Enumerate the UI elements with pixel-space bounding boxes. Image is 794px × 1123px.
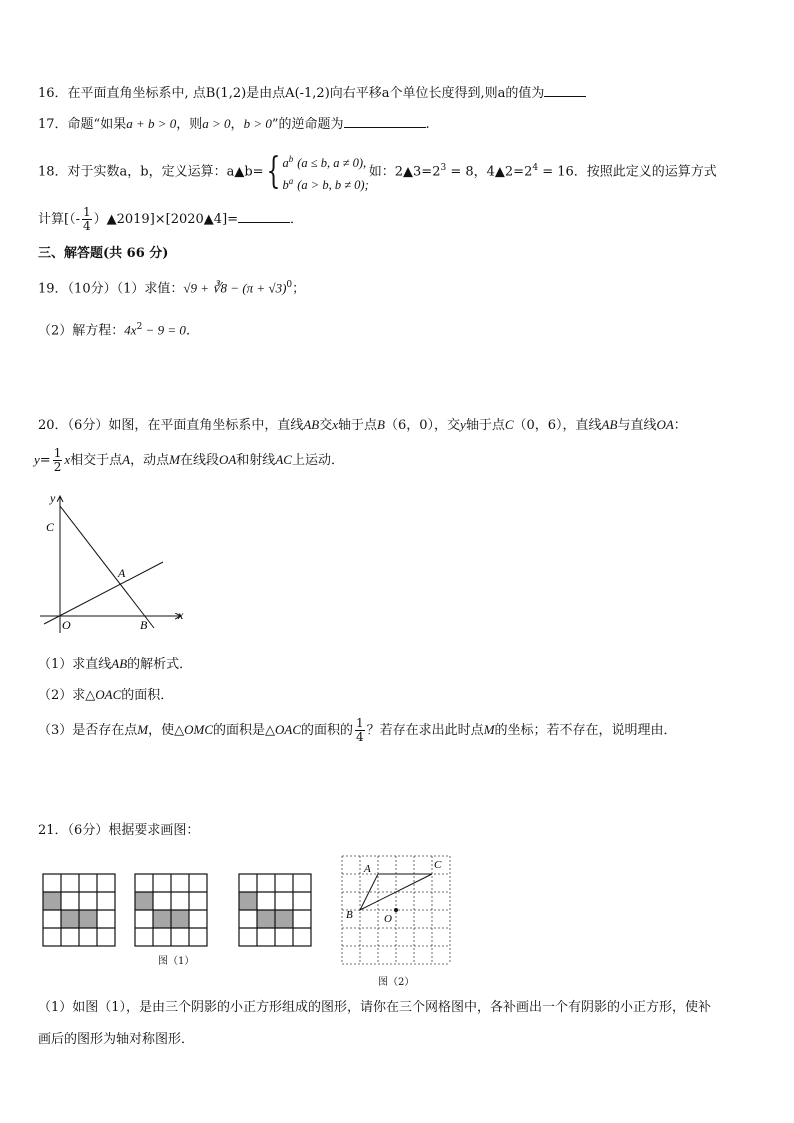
q20-p1-ab: AB — [111, 656, 128, 671]
q20-p3-b: ，使△ — [148, 723, 185, 738]
q17-math-2: a > 0 — [202, 116, 231, 131]
question-16 — [38, 82, 586, 104]
q20-p2-oac: OAC — [95, 687, 122, 702]
q20-line2-d: 和射线 — [236, 453, 276, 468]
q20-ab2: AB — [601, 417, 618, 432]
q20-line1-f: （0，6），直线 — [513, 418, 602, 433]
q20-part3 — [38, 712, 677, 749]
line-ab — [60, 506, 154, 628]
q17-math-3: b > 0 — [243, 116, 272, 131]
q18-brace: { — [266, 150, 280, 192]
q19-label: 19．（10分）（1）求值： — [38, 281, 184, 297]
q20-line1-b: 交 — [319, 418, 333, 433]
q18-line2-prefix: 计算[（- — [38, 212, 80, 227]
label-x: x — [178, 608, 184, 622]
q20-part2 — [38, 685, 173, 706]
q20-part1 — [38, 654, 192, 675]
label-a: A — [118, 566, 126, 580]
label-b: B — [140, 618, 148, 632]
q18-answer-blank — [238, 208, 290, 223]
question-19-part2 — [38, 317, 199, 341]
q20-line1-a: 20．（6分）如图，在平面直角坐标系中，直线 — [38, 418, 304, 433]
q18-case2-exp: a — [288, 175, 294, 186]
q17-prefix: 17．命题“如果 — [38, 117, 127, 132]
q17-mid: ，则 — [176, 117, 203, 132]
q20-c: C — [504, 417, 514, 432]
q20-p3-omc: OMC — [184, 722, 214, 737]
shaded-cell — [135, 892, 153, 910]
q20-ac: AC — [275, 452, 292, 467]
q20-p3-f: 的坐标；若不存在，说明理由． — [494, 723, 677, 738]
q20-m: M — [169, 452, 180, 467]
q20-p1-a: （1）求直线 — [38, 657, 112, 672]
q18-example-exp1: 3 — [440, 163, 447, 173]
shaded-cell — [239, 892, 257, 910]
q20-line1-d: （6，0），交 — [384, 418, 461, 433]
q19-end: ； — [292, 281, 306, 297]
q21-figure-1-grids — [40, 870, 320, 948]
q17-math-1: a + b > 0 — [126, 116, 177, 131]
q21-figure-1-caption: 图（1） — [158, 956, 195, 967]
q20-p3-frac-num: 1 — [356, 716, 364, 730]
q20-line2-e: 上运动． — [291, 453, 344, 468]
q20-p3-fraction — [355, 717, 365, 744]
q21-figure-2-caption: 图（2） — [378, 977, 415, 988]
q20-b: B — [377, 417, 385, 432]
shaded-cell — [153, 910, 171, 928]
q20-oa: OA — [656, 417, 674, 432]
q18-frac-num: 1 — [82, 205, 91, 219]
question-18-line2 — [38, 204, 303, 236]
q20-x: x — [332, 417, 339, 432]
q17-end: . — [425, 117, 430, 132]
label-c: C — [46, 520, 55, 534]
question-21: 21．（6分）根据要求画图： — [38, 823, 200, 838]
q20-p2-b: 的面积． — [121, 688, 174, 703]
q21-part1-line2: 画后的图形为轴对称图形． — [38, 1032, 195, 1047]
q20-oa2: OA — [218, 452, 237, 467]
q19-part2-exp: 2 — [136, 322, 143, 332]
q20-line2-b: ，动点 — [130, 453, 170, 468]
q20-p3-a: （3）是否存在点 — [38, 723, 138, 738]
q20-equals: = — [39, 453, 51, 468]
q20-p3-d: 的面积的 — [301, 723, 354, 738]
q20-p3-frac-den: 4 — [356, 730, 364, 744]
q18-line2-end: ． — [290, 212, 304, 227]
shaded-cell — [43, 892, 61, 910]
question-18 — [38, 148, 717, 194]
q20-line1-h: ： — [673, 418, 687, 433]
q18-line2-mid: ）▲2019]×[2020▲4]= — [93, 212, 239, 227]
q18-cases — [282, 150, 368, 194]
q18-case1-cond: (a ≤ b, a ≠ 0), — [297, 155, 367, 170]
shaded-cell — [79, 910, 97, 928]
question-17 — [38, 113, 430, 135]
q20-coordinate-graph — [36, 488, 196, 638]
q20-p2-a: （2）求△ — [38, 688, 96, 703]
point-o — [394, 908, 398, 912]
q18-example-mid: = 8，4▲2=2 — [446, 164, 533, 180]
q19-exponent: 0 — [286, 280, 293, 290]
q18-case2-base: b — [282, 177, 289, 192]
q20-x-var: x — [64, 452, 71, 467]
q20-p3-e: ？若存在求出此时点 — [366, 723, 484, 738]
shaded-cell — [171, 910, 189, 928]
line-oa — [44, 562, 163, 624]
q16-answer-blank — [544, 82, 586, 97]
q20-line1-g: 与直线 — [617, 418, 657, 433]
question-20-line2 — [34, 442, 344, 479]
q18-example-exp2: 4 — [532, 163, 539, 173]
q20-y-var: y — [34, 452, 40, 467]
section-3-title: 三、解答题(共 66 分) — [38, 246, 169, 261]
q18-case1-exp: b — [288, 153, 294, 164]
q20-line1-e: 轴于点 — [465, 418, 505, 433]
q18-case1-base: a — [282, 155, 289, 170]
q18-frac-den: 4 — [82, 219, 91, 233]
q20-p3-m: M — [137, 722, 149, 737]
label-o: O — [62, 618, 71, 632]
q20-a: A — [122, 452, 131, 467]
q20-p3-oac: OAC — [275, 722, 302, 737]
label-c: C — [434, 859, 442, 871]
q20-line1-c: 轴于点 — [338, 418, 378, 433]
q20-p3-m2: M — [483, 722, 495, 737]
grid-3 — [239, 874, 311, 946]
q18-prefix: 18．对于实数a，b，定义运算：a▲b= — [38, 164, 264, 180]
label-y: y — [50, 491, 56, 505]
q20-line2-a: 相交于点 — [70, 453, 123, 468]
q21-part1-line1: （1）如图（1），是由三个阴影的小正方形组成的图形，请你在三个网格图中，各补画出一个有阴影的小正方形，使补 — [38, 1000, 712, 1015]
q20-y: y — [460, 417, 466, 432]
q17-suffix: ”的逆命题为 — [271, 117, 344, 132]
shaded-cell — [257, 910, 275, 928]
grid-1 — [43, 874, 115, 946]
q19-expression: √9 + ∛8 − (π + √3) — [183, 280, 287, 296]
q21-figure-2-grid — [338, 852, 458, 972]
q18-case2-cond: (a > b, b ≠ 0); — [297, 177, 369, 192]
q20-frac-den: 2 — [53, 460, 62, 474]
q17-answer-blank — [344, 113, 426, 128]
question-19 — [38, 275, 305, 299]
q20-p3-c: 的面积是△ — [213, 723, 276, 738]
shaded-cell — [61, 910, 79, 928]
q20-p1-b: 的解析式． — [127, 657, 193, 672]
shaded-cell — [275, 910, 293, 928]
label-a: A — [364, 863, 371, 875]
label-o: O — [384, 913, 392, 925]
q17-sep: ， — [230, 117, 244, 132]
label-b: B — [346, 909, 353, 921]
grid-2 — [135, 874, 207, 946]
question-20 — [38, 415, 687, 436]
q19-part2-expr-a: 4x — [124, 322, 137, 338]
q18-example: 如：2▲3=2 — [368, 164, 441, 180]
q18-fraction — [82, 206, 92, 233]
q19-part2-expr-b: − 9 = 0． — [142, 322, 199, 338]
q16-text: 16．在平面直角坐标系中, 点B(1,2)是由点A(-1,2)向右平移a个单位长度得到,则a的值为 — [38, 86, 545, 101]
q20-ab: AB — [303, 417, 320, 432]
q20-line2-c: 在线段 — [179, 453, 219, 468]
q20-fraction — [53, 447, 63, 474]
q18-example-end: = 16．按照此定义的运算方式 — [538, 164, 717, 180]
q19-part2-label: （2）解方程： — [38, 323, 125, 339]
q20-frac-num: 1 — [53, 446, 62, 460]
